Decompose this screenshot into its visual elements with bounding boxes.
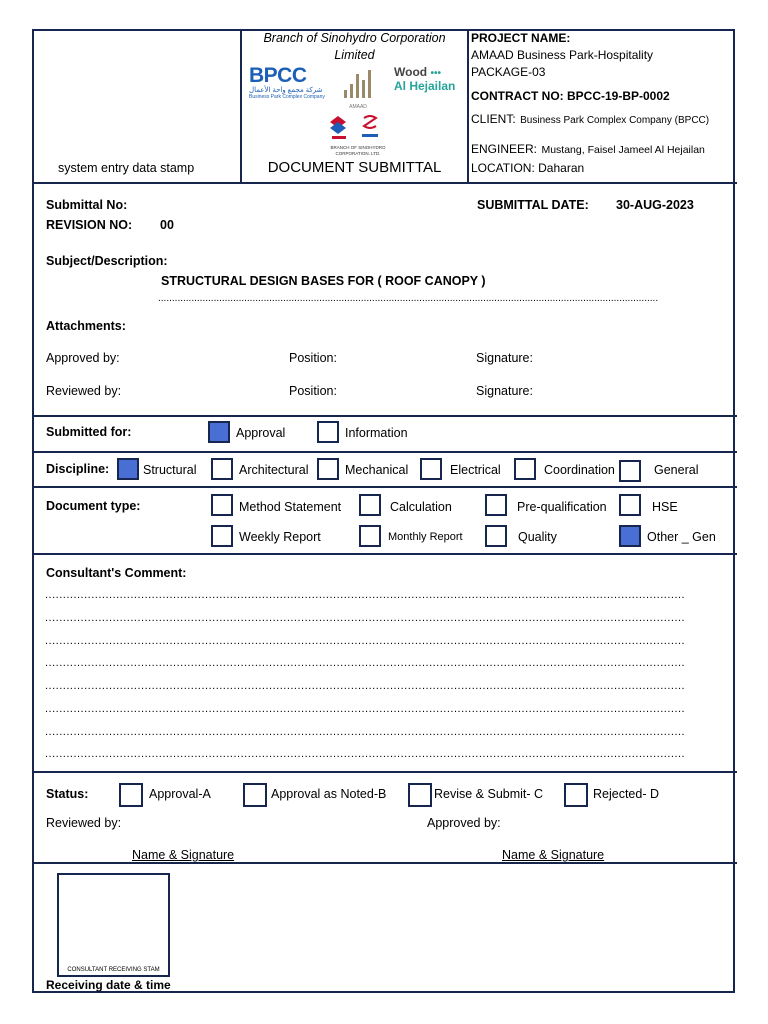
name-signature-reviewer: Name & Signature [132,848,235,862]
option-weekly-report-label: Weekly Report [239,530,321,544]
header-divider [32,182,737,184]
branch-name [242,30,467,64]
checkbox-quality[interactable] [485,525,507,547]
comment-line[interactable]: .................................................................................................................................................................................... [45,748,686,760]
option-calculation-label: Calculation [390,500,452,514]
engineer-line [471,140,705,158]
comment-line[interactable]: .................................................................................................................................................................................... [45,703,686,715]
submittal-no-label: Submittal No: [46,198,128,212]
contract-line [471,89,670,103]
location-label: LOCATION: [471,161,535,175]
checkbox-coordination[interactable] [514,458,536,480]
option-structural-label: Structural [143,463,197,477]
divider-discipline [32,451,737,453]
checkbox-information[interactable] [317,421,339,443]
bpcc-sub: Business Park Complex Company [249,94,325,100]
branch-line-2: Limited [334,48,375,62]
divider-doctype [32,486,737,488]
checkbox-approval-noted-b[interactable] [243,783,267,807]
comment-line[interactable]: .................................................................................................................................................................................... [45,589,686,601]
subject-label: Subject/Description: [46,254,168,268]
option-coordination-label: Coordination [544,463,615,477]
checkbox-architectural[interactable] [211,458,233,480]
bpcc-logo [249,64,325,100]
divider-status [32,771,737,773]
option-monthly-report-label: Monthly Report [388,531,463,543]
contract-label: CONTRACT NO: [471,89,564,103]
option-architectural-label: Architectural [239,463,309,477]
submitted-for-label: Submitted for: [46,425,132,439]
status-label: Status: [46,787,89,801]
location-value: Daharan [538,161,585,175]
document-type-label: Document type: [46,499,141,513]
checkbox-other-gen[interactable] [619,525,641,547]
project-name-label: PROJECT NAME: [471,31,571,45]
approved-position-label: Position: [289,351,337,365]
receiving-stamp-caption: CONSULTANT RECEIVING STAM [67,967,160,973]
divider-submitted-for [32,415,737,417]
checkbox-calculation[interactable] [359,494,381,516]
name-signature-approver: Name & Signature [502,848,605,862]
submittal-date-label: SUBMITTAL DATE: [477,198,589,212]
project-name-value: AMAAD Business Park-Hospitality [471,48,654,62]
header-col-divider-2 [467,29,469,183]
option-method-statement-label: Method Statement [239,500,342,514]
option-electrical-label: Electrical [450,463,501,477]
status-rejected-d-label: Rejected- D [593,787,659,801]
option-other-gen-label: Other _ Gen [647,530,716,544]
bpcc-arabic: شركة مجمع واحة الأعمال [249,87,323,94]
checkbox-weekly-report[interactable] [211,525,233,547]
sinohydro-logo [326,112,390,157]
status-approval-a-label: Approval-A [149,787,211,801]
comment-line[interactable]: .................................................................................................................................................................................... [45,612,686,624]
branch-line-1: Branch of Sinohydro Corporation [263,31,446,45]
receiving-stamp-box [57,873,170,977]
consultant-comment-label: Consultant's Comment: [46,566,187,580]
option-mechanical-label: Mechanical [345,463,409,477]
client-label: CLIENT: [471,112,516,126]
discipline-label: Discipline: [46,462,110,476]
attachments-label: Attachments: [46,319,126,333]
option-pre-qualification-label: Pre-qualification [517,500,607,514]
approved-by-label: Approved by: [46,351,120,365]
checkbox-structural[interactable] [117,458,139,480]
status-reviewed-by-label: Reviewed by: [46,816,122,830]
comment-line[interactable]: .................................................................................................................................................................................... [45,657,686,669]
sinohydro-text: BRANCH OF SINOHYDRO CORPORATION. LTD. [330,145,386,156]
comment-line[interactable]: .................................................................................................................................................................................... [45,680,686,692]
checkbox-rejected-d[interactable] [564,783,588,807]
option-information-label: Information [345,426,408,440]
option-hse-label: HSE [652,500,678,514]
checkbox-method-statement[interactable] [211,494,233,516]
location-line [471,161,584,175]
divider-receiving [32,862,737,864]
bpcc-logo-text: BPCC [249,64,307,87]
checkbox-general[interactable] [619,460,641,482]
alhejailan-logo [394,65,462,93]
checkbox-approval-a[interactable] [119,783,143,807]
comment-line[interactable]: .................................................................................................................................................................................... [45,726,686,738]
amaad-text: AMAAD [349,104,367,110]
status-approved-by-label: Approved by: [427,816,501,830]
stamp-label: system entry data stamp [58,161,195,175]
sinohydro-emblem-icon [328,112,388,140]
divider-consultant [32,553,737,555]
contract-value: BPCC-19-BP-0002 [567,89,670,103]
engineer-value: Mustang, Faisel Jameel Al Hejailan [541,144,705,156]
checkbox-pre-qualification[interactable] [485,494,507,516]
reviewed-signature-label: Signature: [476,384,533,398]
amaad-logo [338,68,378,108]
subject-value[interactable]: STRUCTURAL DESIGN BASES FOR ( ROOF CANOPY ) [161,274,486,288]
checkbox-hse[interactable] [619,494,641,516]
option-quality-label: Quality [518,530,557,544]
receiving-date-label: Receiving date & time [46,978,171,992]
revision-no-value[interactable]: 00 [160,218,174,232]
revision-no-label: REVISION NO: [46,218,133,232]
doc-title: DOCUMENT SUBMITTAL [267,159,442,176]
client-value: Business Park Complex Company (BPCC) [520,115,710,126]
amaad-bars-icon [338,68,378,100]
reviewed-by-label: Reviewed by: [46,384,122,398]
reviewed-position-label: Position: [289,384,337,398]
wood-line [394,65,462,79]
checkbox-mechanical[interactable] [317,458,339,480]
option-approval-label: Approval [236,426,286,440]
approved-signature-label: Signature: [476,351,533,365]
checkbox-electrical[interactable] [420,458,442,480]
subject-dotted-line: .................................................................................................................................................................................... [158,294,659,304]
checkbox-approval[interactable] [208,421,230,443]
alhejailan-text: Al Hejailan [394,79,456,93]
submittal-date-value[interactable]: 30-AUG-2023 [616,198,694,212]
wood-text: Wood [394,65,428,79]
option-general-label: General [654,463,699,477]
engineer-label: ENGINEER: [471,142,538,156]
checkbox-monthly-report[interactable] [359,525,381,547]
status-approval-noted-b-label: Approval as Noted-B [271,787,387,801]
status-revise-submit-c-label: Revise & Submit- C [434,787,544,801]
client-line [471,110,709,128]
project-info [471,30,733,81]
dots-icon: ••• [430,68,441,79]
checkbox-revise-submit-c[interactable] [408,783,432,807]
comment-line[interactable]: .................................................................................................................................................................................... [45,635,686,647]
package-value: PACKAGE-03 [471,65,546,79]
